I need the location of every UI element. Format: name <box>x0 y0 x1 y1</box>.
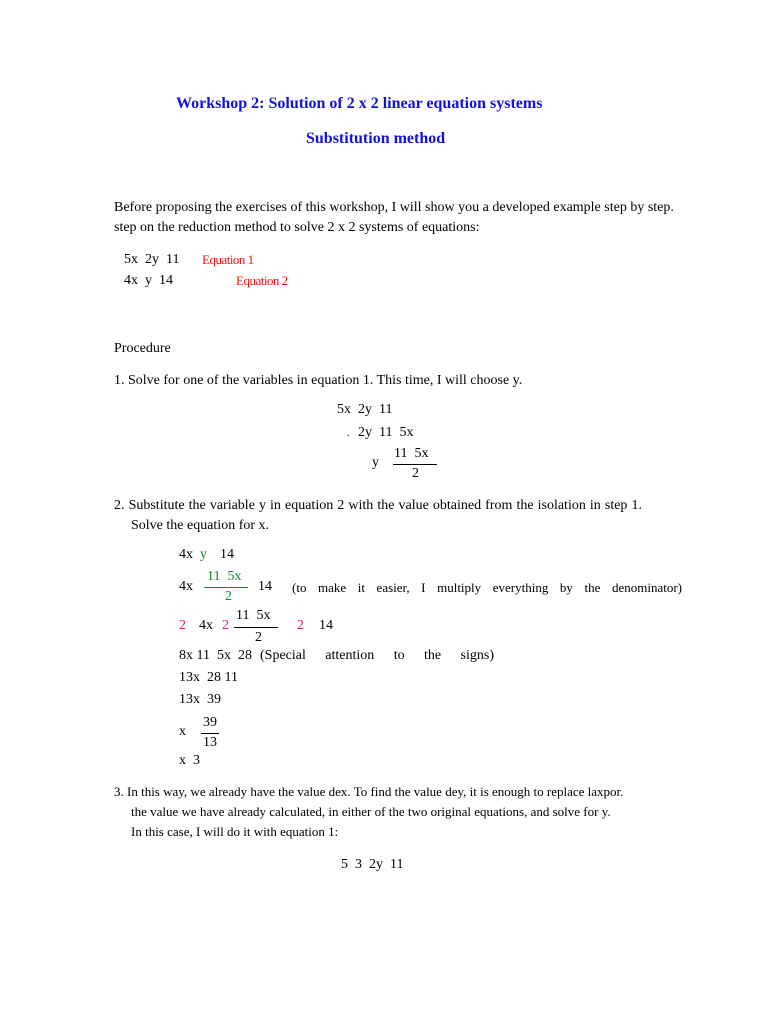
step-2g-x: x <box>179 724 186 739</box>
step-2c-factor-b: 2 <box>222 618 229 633</box>
step-2a-4x: 4x <box>179 547 193 562</box>
step-2c-factor-a: 2 <box>179 618 186 633</box>
step-2b-note: (to make it easier, I multiply everything by the denominator) <box>292 580 682 595</box>
step-3-text-3: In this case, I will do it with equation 1: <box>131 824 339 839</box>
step-2e-equation: 13x 28 11 <box>179 670 238 685</box>
step-2a-y: y <box>200 547 207 562</box>
step-1-fraction-bar <box>393 464 437 465</box>
step-2b-numerator: 11 5x <box>207 569 242 584</box>
step-3-equation: 5 3 2y 11 <box>341 857 404 872</box>
equation-2-label: Equation 2 <box>236 273 288 288</box>
step-2b-denominator: 2 <box>225 589 232 604</box>
equation-2-math: 4x y 14 <box>124 273 173 288</box>
procedure-heading: Procedure <box>114 341 171 356</box>
step-1-denominator: 2 <box>412 466 419 481</box>
step-1-line-1: 5x 2y 11 <box>337 402 393 417</box>
step-2c-numerator: 11 5x <box>236 608 271 623</box>
step-1-numerator: 11 5x <box>394 446 429 461</box>
step-2c-factor-c: 2 <box>297 618 304 633</box>
step-2g-fraction-bar <box>201 733 219 734</box>
step-2b-4x: 4x <box>179 579 193 594</box>
step-1-text: 1. Solve for one of the variables in equation 1. This time, I will choose y. <box>114 373 523 388</box>
step-2c-4x: 4x <box>199 618 213 633</box>
page-subtitle: Substitution method <box>306 130 446 147</box>
step-2a-rhs: 14 <box>220 547 234 562</box>
step-1-line-2: 2y 11 5x <box>358 425 414 440</box>
step-2g-denominator: 13 <box>203 735 217 750</box>
intro-line-2: step on the reduction method to solve 2 x 2 systems of equations: <box>114 220 480 235</box>
equation-1-label: Equation 1 <box>202 252 254 267</box>
step-1-y: y <box>372 455 379 470</box>
step-2c-denominator: 2 <box>255 630 262 645</box>
step-2d-note: (Special attention to the signs) <box>260 648 494 663</box>
step-1-dot: . <box>347 428 350 439</box>
step-2d-equation: 8x 11 5x 28 <box>179 648 252 663</box>
step-2g-numerator: 39 <box>203 715 217 730</box>
step-2b-fraction-bar <box>204 587 248 588</box>
intro-line-1: Before proposing the exercises of this workshop, I will show you a developed example step by step. <box>114 200 674 215</box>
step-3-text-2: the value we have already calculated, in either of the two original equations, and solve for y. <box>131 804 611 819</box>
step-2b-rhs: 14 <box>258 579 272 594</box>
step-2-text-2: Solve the equation for x. <box>131 518 270 533</box>
step-2h-result: x 3 <box>179 753 200 768</box>
step-2-text-1: 2. Substitute the variable y in equation 2 with the value obtained from the isolation in step 1. <box>114 498 642 513</box>
step-2f-equation: 13x 39 <box>179 692 221 707</box>
step-2c-rhs: 14 <box>319 618 333 633</box>
step-2c-fraction-bar <box>234 627 278 628</box>
page-title: Workshop 2: Solution of 2 x 2 linear equation systems <box>176 95 543 112</box>
equation-1-math: 5x 2y 11 <box>124 252 180 267</box>
step-3-text-1: 3. In this way, we already have the value dex. To find the value dey, it is enough to replace laxpor. <box>114 784 624 799</box>
